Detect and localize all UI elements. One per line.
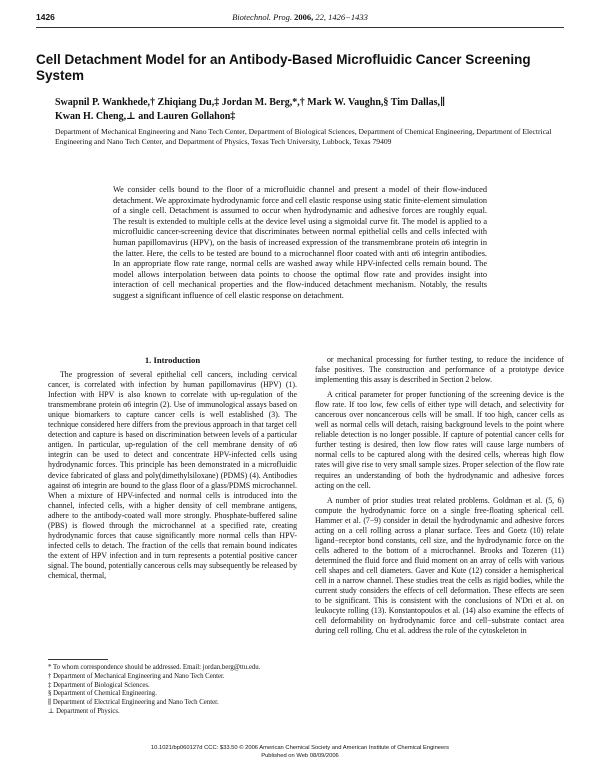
footnote-rule <box>48 659 108 660</box>
footnote: * To whom correspondence should be addressed. Email: jordan.berg@ttu.edu. <box>48 664 261 671</box>
affiliation: Department of Mechanical Engineering and Nano Tech Center, Department of Biological Sciences, Department of Chemical Engineering, Department of Electrical Engineering and Nano Tech Center, and Department of Physics, Texas Tech University, Lubbock, Texas 79409 <box>55 127 552 146</box>
paper-title: Cell Detachment Model for an Antibody-Based Microfluidic Cancer Screening System <box>36 52 531 83</box>
page-number: 1426 <box>36 12 55 22</box>
footnotes <box>48 659 297 717</box>
journal-pages: 1426−1433 <box>328 12 368 22</box>
abstract: We consider cells bound to the floor of a microfluidic channel and present a model of their flow-induced detachment. We approximate hydrodynamic force and cell elastic response using static finite-element simulation of a single cell. Detachment is assumed to occur when hydrodynamic and adhesive forces are roughly equal. The result is extended to multiple cells at the device level using a sigmoidal curve fit. The model is applied to a microfluidic cancer-screening device that discriminates between normal epithelial cells and cells infected with human papillomavirus (HPV), on the basis of increased expression of the transmembrane protein α6 integrin in the latter. Here, the cells to be tested are bound to a microchannel floor coated with anti α6 integrin antibodies. In an appropriate flow rate range, normal cells are washed away while HPV-infected cells remain bound. The model allows interpolation between data points to choose the optimal flow rate and provides insight into interaction of cell mechanical properties and the flow-induced detachment mechanism. Notably, the results suggest a significant influence of cell elastic response on detachment. <box>113 185 487 300</box>
publication-date: Published on Web 08/09/2006 <box>261 752 339 759</box>
left-paragraph: The progression of several epithelial cell cancers, including cervical cancer, is correlated with infection by human papillomavirus (HPV) (1). Infection with HPV is also known to correlate with up-regulation of the transmembrane protein α6 integrin (2). Use of immunological assays based on unique biomarkers to capture cancer cells is well established (3). The technique considered here differs from the previous approach in that target cell detection and capture is based on discrimination between levels of a particular antigen. In particular, up-regulation of the cell membrane density of α6 integrin can be used to detect and concentrate HPV-infected cells using hydrodynamic forces. This principle has been demonstrated in a microfluidic device fabricated of glass and poly(dimethylsiloxane) (PDMS) (4). Antibodies against α6 integrin are bound to the glass floor of a glass/PDMS microchannel. When a mixture of HPV-infected and normal cells is introduced into the channel, infected cells, with a higher density of cell membrane antigens, adhere to the antibody-coated wall more strongly. Phosphate-buffered saline (PBS) is flowed through the microchannel at a specified rate, creating hydrodynamic forces that cause significantly more normal cells than HPV-infected cells to detach. The fraction of the cells that remain bound indicates the extent of HPV infection and in turn represents a potential positive cancer signal. The bound, potentially cancerous cells may subsequently be released by chemical, thermal, <box>48 370 297 580</box>
doi-copyright: 10.1021/bp060127d CCC: $33.50 © 2006 American Chemical Society and American Institute of Chemical Engineers <box>150 745 450 751</box>
journal-name: Biotechnol. Prog. <box>232 12 292 22</box>
right-column <box>315 355 564 636</box>
footnote: ⊥ Department of Physics. <box>48 707 120 715</box>
right-paragraph: or mechanical processing for further testing, to reduce the incidence of false positives. The construction and performance of a prototype device implementing this assay is described in Section 2 below. <box>315 355 564 385</box>
author-list <box>55 96 575 124</box>
journal-citation <box>36 12 564 22</box>
footnote: † Department of Mechanical Engineering and Nano Tech Center. <box>48 672 225 680</box>
header-rule <box>36 27 564 28</box>
journal-volume: 22, <box>315 12 326 22</box>
footnote: ∥ Department of Electrical Engineering and Nano Tech Center. <box>48 699 219 707</box>
running-header <box>36 12 564 26</box>
footnote: ‡ Department of Biological Sciences. <box>48 681 150 689</box>
author-line-2: Kwan H. Cheng,⊥ and Lauren Gollahon‡ <box>55 111 236 122</box>
page-footer <box>0 745 600 760</box>
left-column <box>48 355 297 581</box>
footnote: § Department of Chemical Engineering. <box>48 690 157 698</box>
author-line-1: Swapnil P. Wankhede,† Zhiqiang Du,‡ Jordan M. Berg,*,† Mark W. Vaughn,§ Tim Dallas,∥ <box>55 97 446 108</box>
right-paragraph: A critical parameter for proper functioning of the screening device is the flow rate. If too low, few cells of either type will detach, and selectivity for cancerous over noncancerous cells will be small. If too high, cancer cells as well as normal cells will detach, raising background levels to the point where reliable detection is no longer possible. If capture of potential cancer cells for further testing is desired, then low flow rates will cause large numbers of normal cells to be captured along with the desired cells, whereas high flow rates will give rise to very small sample sizes. Proper selection of the flow rate requires an understanding of both the hydrodynamic and adhesive forces acting on the cell. <box>315 390 564 490</box>
intro-heading: 1. Introduction <box>144 355 201 365</box>
right-paragraph: A number of prior studies treat related problems. Goldman et al. (5, 6) compute the hydrodynamic force on a single free-floating spherical cell. Hammer et al. (7−9) consider in detail the hydrodynamic and adhesive forces acting on a cell rolling across a planar surface. Tees and Goetz (10) relate ligand−receptor bond constants, cell size, and the hydrodynamic force on the cells adhered to the bottom of a microchannel. Brooks and Tozeren (11) determined the fluid force and fluid moment on an array of cells with various cell shapes and cell diameters. Gaver and Kute (12) consider a hemispherical cell in a narrow channel. These studies treat the cells as rigid bodies, while the current study considers the effects of cell deformation. These effects are seen to be significant. This is consistent with the conclusions of N'Dri et al. on leukocyte rolling (13). Konstantopoulos et al. (14) also examine the effects of cell deformability on hydrodynamic force and cell−substrate contact area during cell rolling. Chu et al. address the role of the cytoskeleton in <box>315 495 564 636</box>
journal-year: 2006, <box>294 12 314 22</box>
